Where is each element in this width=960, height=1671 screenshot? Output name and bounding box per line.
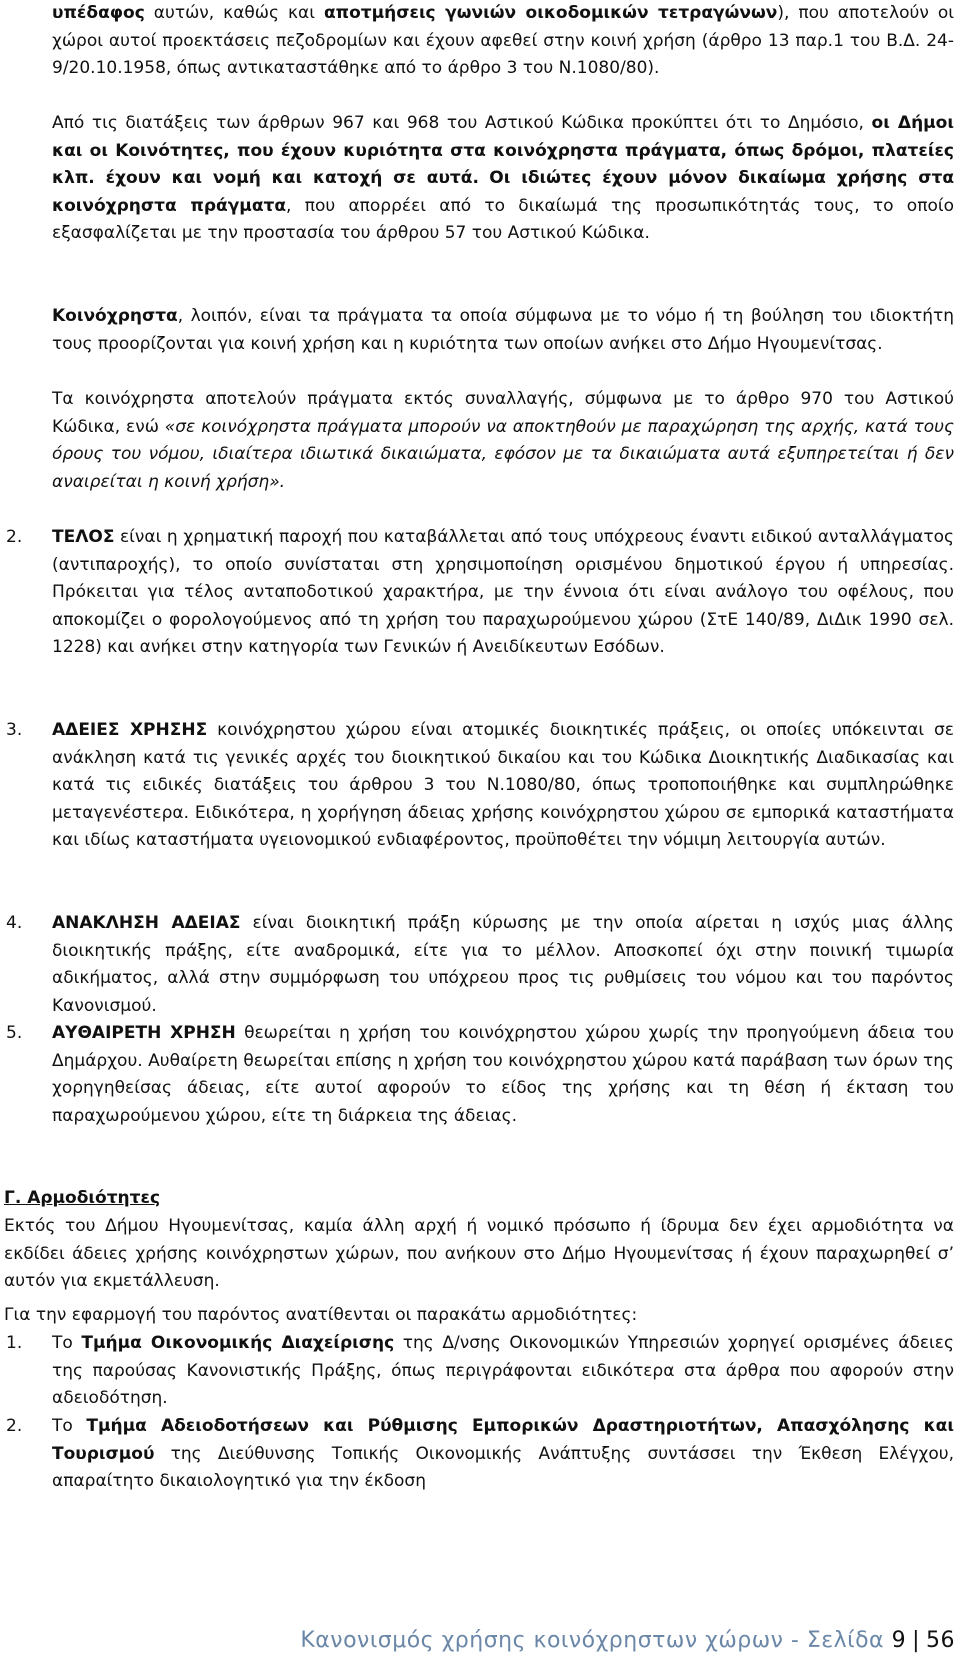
text-run: Από τις διατάξεις των άρθρων 967 και 968 του Αστικού Κώδικα προκύπτει ότι το Δημόσιο, bbox=[52, 113, 872, 133]
page-footer bbox=[0, 1626, 955, 1656]
section-heading bbox=[4, 1185, 954, 1213]
definition-item bbox=[6, 717, 954, 855]
section-heading-text: Γ. Αρμοδιότητες bbox=[4, 1188, 161, 1208]
competence-text bbox=[52, 1330, 954, 1413]
italic-text: «σε κοινόχρηστα πράγματα μπορούν να αποκτηθούν με παραχώρηση της αρχής, κατά τους όρους του νόμου, ιδιαίτερα ιδιωτικά δικαιώματα, εφόσον με τα δικαιώματα αυτά εξυπηρετείται ή δεν αναιρείται η κοινή χρήση». bbox=[52, 416, 954, 492]
list-number: 5. bbox=[6, 1023, 23, 1043]
paragraph-out-of-commerce bbox=[52, 386, 954, 496]
bold-text: υπέδαφος bbox=[52, 3, 145, 23]
list-number: 3. bbox=[6, 720, 23, 740]
text-run: αυτών, καθώς και bbox=[144, 3, 324, 23]
bold-text: οι Δήμοι και οι Κοινότητες, που έχουν κυριότητα στα κοινόχρηστα πράγματα, όπως δρόμοι, πλατείες κλπ. έχουν και νομή και κατοχή σε αυτά. bbox=[52, 113, 954, 189]
list-number: 1. bbox=[6, 1333, 23, 1353]
paragraph-common-use-definition bbox=[52, 303, 954, 358]
bold-text: αποτμήσεις γωνιών οικοδομικών τετραγώνων bbox=[323, 3, 778, 23]
text-run: , που απορρέει από το δικαίωμά της προσωπικότητάς τους, το οποίο εξασφαλίζεται με την προστασία του άρθρου 57 του Αστικού Κώδικα. bbox=[52, 195, 954, 244]
text-run: είναι διοικητική πράξη κύρωσης με την οποία αίρεται η ισχύς μιας άλλης διοικητικής πράξης, είτε αναδρομικά, είτε για το μέλλον. Αποσκοπεί όχι στην ποινική τιμωρία αδικήματος, αλλά στην συμμόρφωση του υπόχρεου προς τις ρυθμίσεις του νόμου και του παρόντος Κανονισμού. bbox=[52, 913, 955, 1016]
bold-text: ΑΝΑΚΛΗΣΗ ΑΔΕΙΑΣ bbox=[52, 913, 241, 933]
text-run: , λοιπόν, είναι τα πράγματα τα οποία σύμφωνα με το νόμο ή τη βούληση του ιδιοκτήτη τους προορίζονται για κοινή χρήση και η κυριότητα των οποίων ανήκει στο Δήμο Ηγουμενίτσας. bbox=[52, 306, 954, 354]
text-run: Τα κοινόχρηστα αποτελούν πράγματα εκτός συναλλαγής, σύμφωνα με το άρθρο 970 του Αστικού Κώδικα, ενώ bbox=[52, 389, 954, 437]
paragraph-competence-lead: Για την εφαρμογή του παρόντος ανατίθενται οι παρακάτω αρμοδιότητες: bbox=[4, 1305, 638, 1325]
bold-text: Τμήμα Αδειοδοτήσεων και Ρύθμισης Εμπορικών Δραστηριοτήτων, Απασχόλησης και Τουρισμού bbox=[52, 1416, 954, 1464]
bold-text: Οι ιδιώτες έχουν μόνον δικαίωμα χρήσης στα κοινόχρηστα πράγματα bbox=[52, 168, 954, 216]
definition-item bbox=[6, 1020, 954, 1130]
definition-item bbox=[6, 524, 954, 662]
text-run: κοινόχρηστου χώρου είναι ατομικές διοικητικές πράξεις, οι οποίες υπόκεινται σε ανάκληση κατά τις γενικές αρχές του διοικητικού δικαίου και του Κώδικα Διοικητικής Διαδικασίας και κατά τις ειδικές διατάξεις του άρθρου 3 του Ν.1080/80, όπως τροποποιήθηκε και συμπληρώθηκε μεταγενέστερα. Ειδικότερα, η χορήγηση άδειας χρήσης κοινόχρηστου χώρου σε εμπορικά καταστήματα και ιδίως καταστήματα υγειονομικού ενδιαφέροντος, προϋποθέτει την νόμιμη λειτουργία αυτών. bbox=[52, 720, 954, 851]
bold-text: ΑΔΕΙΕΣ ΧΡΗΣΗΣ bbox=[52, 720, 208, 740]
definition-text bbox=[52, 910, 954, 1020]
text-run: της Δ/νσης Οικονομικών Υπηρεσιών χορηγεί ορισμένες άδειες της παρούσας Κανονιστικής Πράξης, όπως περιγράφονται ειδικότερα στα άρθρα που αφορούν στην αδειοδότηση. bbox=[52, 1333, 954, 1409]
list-number: 2. bbox=[6, 1416, 23, 1436]
competence-item bbox=[6, 1330, 954, 1413]
paragraph-sidewalk-extensions bbox=[52, 0, 954, 83]
definition-text bbox=[52, 524, 954, 662]
bold-text: Τμήμα Οικονομικής Διαχείρισης bbox=[81, 1333, 395, 1353]
text-run: ), που αποτελούν οι χώροι αυτοί προεκτάσεις πεζοδρομίων και έχουν αφεθεί στην κοινή χρήση (άρθρο 13 παρ.1 του Β.Δ. 24-9/20.10.1958, όπως αντικαταστάθηκε από το άρθρο 3 του Ν.1080/80). bbox=[52, 3, 954, 79]
bold-text: ΤΕΛΟΣ bbox=[52, 527, 115, 547]
footer-page-total: 56 bbox=[926, 1628, 955, 1653]
footer-title: Κανονισμός χρήσης κοινόχρηστων χώρων - Σελίδα bbox=[300, 1628, 885, 1653]
bold-text: ΑΥΘΑΙΡΕΤΗ ΧΡΗΣΗ bbox=[52, 1023, 236, 1043]
competence-item bbox=[6, 1413, 954, 1496]
text-run: είναι η χρηματική παροχή που καταβάλλεται από τους υπόχρεους έναντι ειδικού ανταλλάγματος (αντιπαροχής), το οποίο συνίσταται στη χρησιμοποίηση ορισμένου δημοτικού έργου ή υπηρεσίας. Πρόκειται για τέλος ανταποδοτικού χαρακτήρα, με την έννοια ότι είναι ανάλογο του οφέλους, που αποκομίζει ο φορολογούμενος από τη χρήση του παραχωρούμενου χώρου (ΣτΕ 140/89, ΔιΔικ 1990 σελ. 1228) και ανήκει στην κατηγορία των Γενικών ή Ανειδίκευτων Εσόδων. bbox=[52, 527, 954, 658]
text-run bbox=[479, 168, 489, 188]
text-run: της Διεύθυνσης Τοπικής Οικονομικής Ανάπτυξης συντάσσει την Έκθεση Ελέγχου, απαραίτητο δικαιολογητικό για την έκδοση bbox=[52, 1443, 954, 1492]
list-number: 4. bbox=[6, 913, 23, 933]
text-run: Το bbox=[52, 1416, 87, 1436]
paragraph-civil-code bbox=[52, 110, 954, 248]
competence-text bbox=[52, 1413, 954, 1496]
text-run: θεωρείται η χρήση του κοινόχρηστου χώρου χωρίς την προηγούμενη άδεια του Δημάρχου. Αυθαίρετη θεωρείται επίσης η χρήση του κοινόχρηστου χώρου κατά παράβαση των όρων της χορηγηθείσας άδειας, είτε αυτοί αφορούν το είδος της χρήσης και τη θέση ή έκταση του παραχωρούμενου χώρου, είτε τη διάρκεια της άδειας. bbox=[52, 1023, 954, 1126]
paragraph-competence-intro: Εκτός του Δήμου Ηγουμενίτσας, καμία άλλη αρχή ή νομικό πρόσωπο ή ίδρυμα δεν έχει αρμοδιότητα να εκδίδει άδειες χρήσης κοινόχρηστων χώρων, που ανήκουν στο Δήμο Ηγουμενίτσας ή έχουν παραχωρηθεί σ’ αυτόν για εκμετάλλευση. bbox=[4, 1216, 954, 1292]
definition-text bbox=[52, 1020, 954, 1130]
definition-item bbox=[6, 910, 955, 1020]
footer-page-number: 9 bbox=[891, 1628, 907, 1653]
list-number: 2. bbox=[6, 527, 23, 547]
text-run: Το bbox=[52, 1333, 82, 1353]
footer-separator: | bbox=[912, 1628, 920, 1653]
bold-text: Κοινόχρηστα bbox=[52, 306, 178, 326]
definition-text bbox=[52, 717, 954, 855]
